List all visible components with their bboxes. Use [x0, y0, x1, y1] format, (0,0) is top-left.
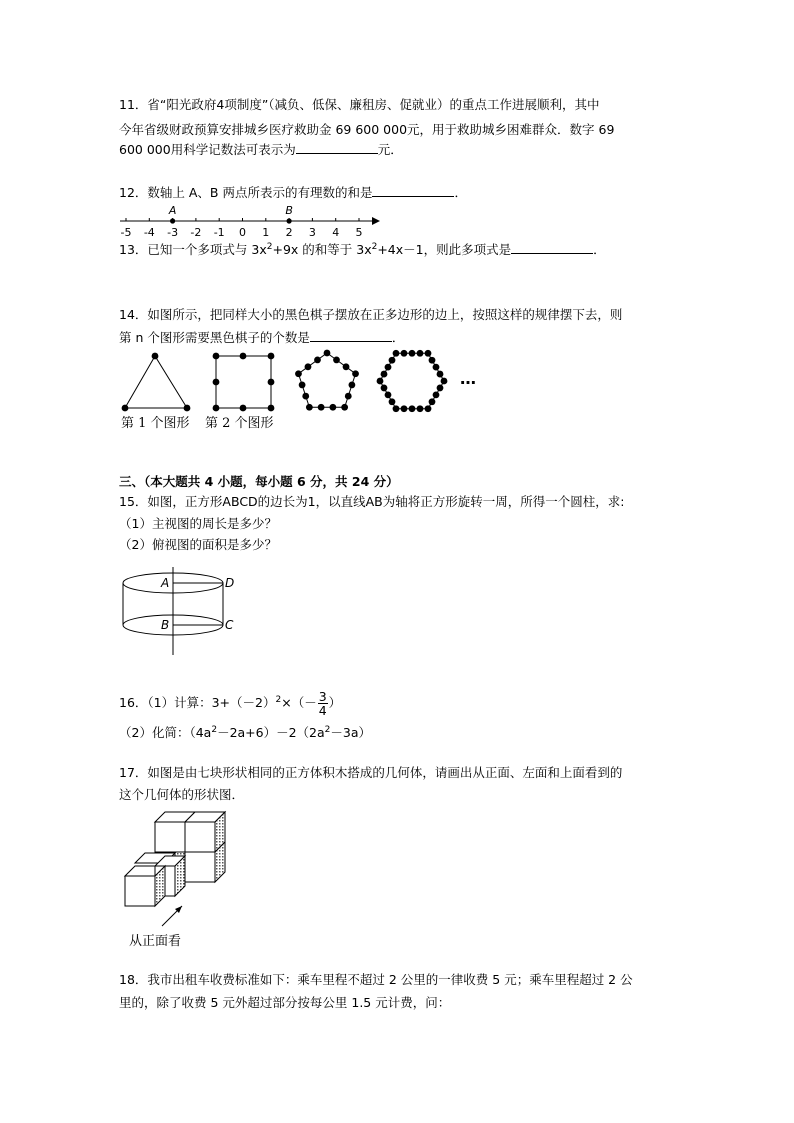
q16-sup: 2: [275, 695, 282, 705]
q18-line1: 18．我市出租车收费标准如下：乘车里程不超过 2 公里的一律收费 5 元；乘车里程超过 2 公: [119, 972, 633, 987]
q14-line2: [119, 328, 404, 348]
q12-end: ．: [454, 185, 467, 200]
stone-dot: [152, 353, 159, 360]
q16-sub2-a: （2）化简：（4a: [119, 725, 212, 741]
q15-sub1: （1）主视图的周长是多少？: [119, 516, 277, 531]
cylinder-figure: [115, 565, 245, 657]
q13-end: ．: [593, 242, 606, 258]
stone-dot: [401, 350, 408, 357]
fraction-numerator: 3: [318, 689, 327, 705]
number-line-tick-label: 4: [332, 226, 340, 239]
q13-question: [119, 237, 606, 260]
stone-dot: [305, 363, 312, 370]
stone-dot: [314, 357, 321, 364]
stone-dot: [341, 404, 348, 411]
stone-dot: [385, 364, 392, 371]
q14-line2-text: 第 n 个图形需要黑色棋子的个数是: [119, 330, 310, 345]
number-line-tick-label: -5: [120, 226, 132, 239]
q11-line3-text: 600 000用科学记数法可表示为: [119, 142, 296, 157]
triangle-shape: [125, 356, 187, 408]
stone-dot: [240, 353, 247, 360]
label-b: B: [161, 618, 170, 632]
number-line-tick-label: 1: [262, 226, 270, 239]
stone-dot: [381, 385, 388, 392]
stone-dot: [417, 350, 424, 357]
q13-sup2: 2: [371, 242, 378, 252]
stone-dot: [437, 385, 444, 392]
label-c: C: [225, 618, 234, 632]
number-line-tick-label: -4: [143, 226, 155, 239]
q16-sub1-b: ×（－: [281, 695, 317, 711]
q17-line1: 17．如图是由七块形状相同的正方体积木搭成的几何体，请画出从正面、左面和上面看到的: [119, 765, 623, 780]
q18-line2: 里的，除了收费 5 元外超过部分按每公里 1.5 元计费，问：: [119, 995, 451, 1010]
q13-text-a: 13．已知一个多项式与 3x: [119, 242, 267, 258]
number-line-tick-label: -3: [167, 226, 179, 239]
q11-line3-end: 元．: [377, 142, 403, 157]
q15-line1: 15．如图，正方形ABCD的边长为1，以直线AB为轴将正方形旋转一周，所得一个圆柱，求:: [119, 494, 625, 509]
hexagon-shape: [377, 350, 448, 412]
q13-answer-blank[interactable]: [511, 241, 593, 254]
number-line-tick-label: -1: [213, 226, 225, 239]
stone-dot: [377, 378, 384, 385]
stone-dot: [385, 391, 392, 398]
stone-dot: [348, 382, 355, 389]
q11-answer-blank[interactable]: [296, 141, 378, 154]
ellipsis: …: [460, 369, 476, 388]
number-line-tick-label: 5: [355, 226, 363, 239]
q16-sub2-sup2: 2: [324, 725, 331, 735]
q14-line1: 14．如图所示，把同样大小的黑色棋子摆放在正多边形的边上，按照这样的规律摆下去，则: [119, 307, 623, 322]
point-b-dot: [287, 218, 292, 223]
stone-dot: [441, 378, 448, 385]
stone-dot: [306, 404, 313, 411]
stone-dot: [352, 370, 359, 377]
stone-dot: [429, 357, 436, 364]
stone-dot: [437, 371, 444, 378]
polygon-pattern-figure: [115, 350, 495, 412]
stone-dot: [213, 405, 220, 412]
stone-dot: [268, 405, 275, 412]
number-line-tick-label: 0: [239, 226, 246, 239]
q14-end: ．: [391, 330, 405, 345]
label-d: D: [225, 576, 235, 590]
q11-line2: 今年省级财政预算安排城乡医疗救助金 69 600 000元，用于救助城乡困难群众．数字 69: [119, 122, 615, 137]
stone-dot: [122, 405, 129, 412]
stone-dot: [302, 393, 309, 400]
stone-dot: [213, 379, 220, 386]
stone-dot: [345, 393, 352, 400]
point-a-dot: [170, 218, 175, 223]
stone-dot: [425, 405, 432, 412]
stone-dot: [240, 405, 247, 412]
q16-sub2-b: －2a+6）－2（2a: [217, 725, 325, 741]
stone-dot: [333, 357, 340, 364]
stone-dot: [329, 404, 336, 411]
number-line-tick-label: 2: [285, 226, 293, 239]
figure-2-label: 第 2 个图形: [205, 416, 274, 431]
q12-text: 12．数轴上 A、B 两点所表示的有理数的和是: [119, 185, 373, 200]
q15-sub2: （2）俯视图的面积是多少？: [119, 537, 277, 552]
stone-dot: [417, 405, 424, 412]
q17-line2: 这个几何体的形状图．: [119, 787, 245, 802]
number-line-tick-label: -2: [190, 226, 202, 239]
stone-dot: [393, 405, 400, 412]
point-b-label: B: [285, 204, 293, 217]
q16-sub2-sup1: 2: [211, 725, 218, 735]
q16-sub1: [119, 685, 341, 718]
stone-dot: [343, 363, 350, 370]
stone-dot: [389, 357, 396, 364]
stone-dot: [433, 364, 440, 371]
figure-1-label: 第 1 个图形: [121, 416, 190, 431]
stone-dot: [409, 405, 416, 412]
q16-sub1-a: 16．（1）计算：3+（－2）: [119, 695, 276, 711]
stone-dot: [381, 371, 388, 378]
number-line: [110, 198, 390, 238]
square-shape: [216, 356, 271, 408]
q12-answer-blank[interactable]: [372, 184, 454, 197]
q16-sub1-c: ）: [328, 695, 342, 711]
stone-dot: [429, 398, 436, 405]
stone-dot: [409, 350, 416, 357]
number-line-tick-label: 3: [308, 226, 316, 239]
q17-caption: 从正面看: [129, 934, 182, 949]
stone-dot: [184, 405, 191, 412]
stone-dot: [393, 350, 400, 357]
stone-dot: [268, 353, 275, 360]
q13-text-c: +4x－1，则此多项式是: [377, 242, 512, 258]
stone-dot: [401, 405, 408, 412]
fraction: [318, 690, 328, 717]
q13-sup1: 2: [266, 242, 273, 252]
stone-dot: [295, 370, 302, 377]
number-line-arrow-icon: [372, 217, 380, 225]
q14-answer-blank[interactable]: [310, 329, 392, 342]
fraction-denominator: 4: [318, 703, 327, 719]
q13-text-b: +9x 的和等于 3x: [272, 242, 372, 258]
stone-dot: [425, 350, 432, 357]
cube-structure-figure: [120, 808, 230, 928]
q16-sub2-c: －3a）: [330, 725, 372, 741]
pentagon-shape: [295, 350, 359, 411]
section3-title: 三、（本大题共 4 小题，每小题 6 分，共 24 分）: [119, 474, 399, 489]
stone-dot: [213, 353, 220, 360]
q11-line1: 11．省“阳光政府4项制度”（减负、低保、廉租房、促就业）的重点工作进展顺利，其中: [119, 97, 600, 112]
stone-dot: [389, 398, 396, 405]
stone-dot: [268, 379, 275, 386]
stone-dot: [318, 404, 325, 411]
stone-dot: [433, 391, 440, 398]
q11-line3: [119, 140, 403, 160]
label-a: A: [161, 576, 170, 590]
stone-dot: [299, 382, 306, 389]
point-a-label: A: [168, 204, 177, 217]
stone-dot: [324, 350, 331, 357]
q16-sub2: [119, 720, 371, 743]
